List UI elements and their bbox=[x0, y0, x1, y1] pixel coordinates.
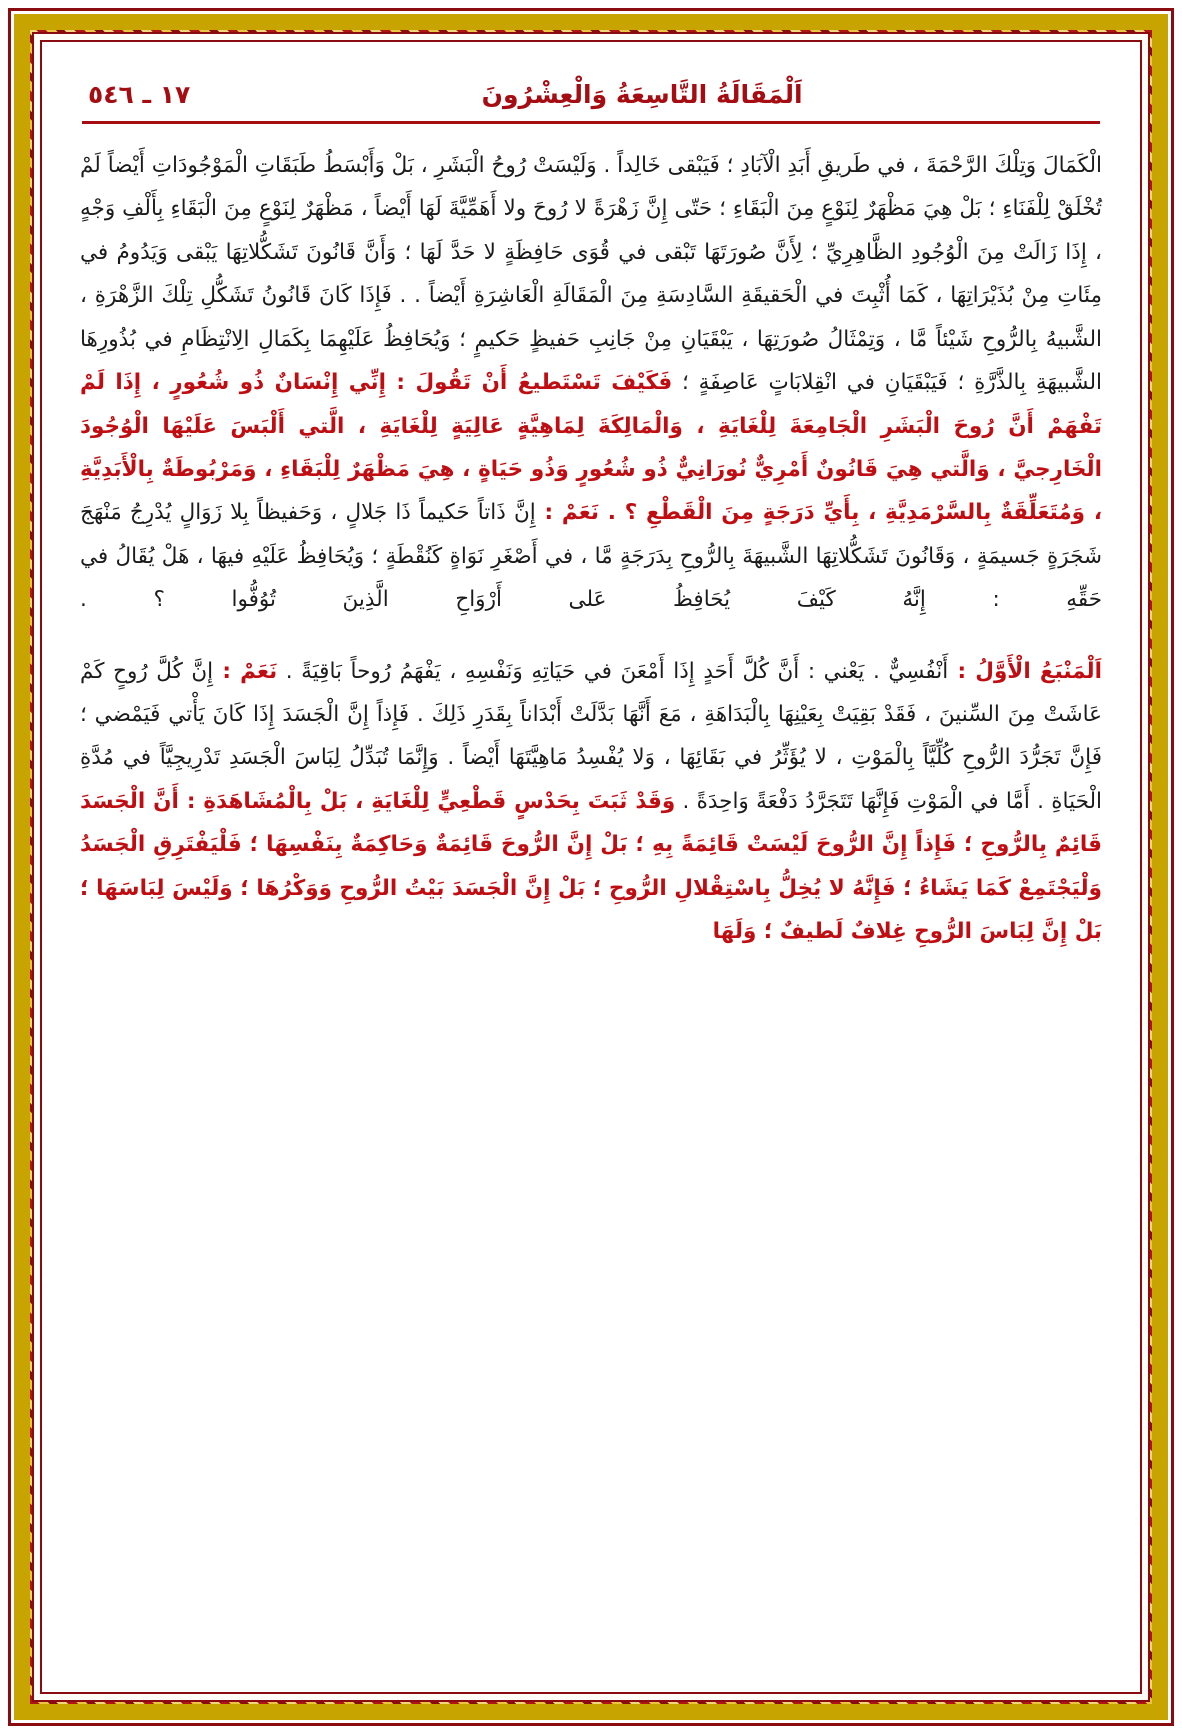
text-run: الْكَمَالَ وَتِلْكَ الرَّحْمَةَ ، في طَريقِ أَبَدِ الْآبَادِ ؛ فَيَبْقى خَالِداً . وَلَيْسَتْ رُوحُ الْبَشَرِ ، بَلْ وَأَبْسَطُ طَبَقَاتِ الْمَوْجُودَاتِ أَيْضاً لَمْ تُخْلَقْ لِلْفَنَاءِ ؛ بَلْ هِيَ مَظْهَرٌ لِنَوْعٍ مِنَ الْبَقَاءِ ؛ حَتّى إِنَّ زَهْرَةً لا رُوحَ ولا أَهَمِّيَّةَ لَهَا أَيْضاً ، مَظْهَرٌ لِنَوْعٍ مِنَ الْبَقَاءِ بِأَلْفِ وَجْهٍ ، إِذَا زَالَتْ مِنَ الْوُجُودِ الظَّاهِرِيِّ ؛ لِأَنَّ صُورَتَهَا تَبْقى في قُوَى حَافِظَةٍ لا حَدَّ لَهَا ؛ وَأَنَّ قَانُونَ تَشَكُّلاتِهَا يَبْقى وَيَدُومُ في مِئَاتِ مِنْ بُذَيْرَاتِهَا ، كَمَا أُثْبِتَ في الْحَقيقَةِ السَّادِسَةِ مِنَ الْمَقَالَةِ الْعَاشِرَةِ أَيْضاً . . فَإِذَا كَانَ قَانُونُ تَشَكُّلِ تِلْكَ الزَّهْرَةِ ، الشَّبيهُ بِالرُّوحِ شَيْئاً مَّا ، وَتِمْثَالُ صُورَتِهَا ، يَبْقَيَانِ مِنْ جَانِبِ حَفيظٍ حَكيمٍ ؛ وَيُحَافِظُ عَلَيْهِمَا بِكَمَالِ الِانْتِظَامِ في بُذُورِهَا الشَّبيهَةِ بِالذَّرَّةِ ؛ فَيَبْقَيَانِ في انْقِلابَاتٍ عَاصِفَةٍ ؛ bbox=[80, 153, 1102, 396]
page-content bbox=[56, 56, 1126, 1686]
text-run: إِنَّ كُلَّ رُوحٍ كَمْ عَاشَتْ مِنَ السِّنينَ ، فَقَدْ بَقِيَتْ بِعَيْنِهَا بِالْبَدَاهَةِ ، مَعَ أَنَّهَا بَدَّلَتْ أَبْدَاناً بِقَدَرِ ذَلِكَ . فَإِذاً إِنَّ الْجَسَدَ إِذَا كَانَ يَأْتي فَيَمْضي ؛ فَإِنَّ تَجَرُّدَ الرُّوحِ كُلِّيَّاً بِالْمَوْتِ ، لا يُؤَثِّرُ في بَقَائِهَا ، وَلا يُفْسِدُ مَاهِيَّتَهَا أَيْضاً . وَإِنَّمَا تُبَدِّلُ لِبَاسَ الْجَسَدِ تَدْرِيجِيَّاً في مُدَّةِ الْحَيَاةِ . أَمَّا في الْمَوْتِ فَإِنَّهَا تَتَجَرَّدُ دَفْعَةً وَاحِدَةً . bbox=[80, 658, 1102, 814]
paragraph-spacer bbox=[80, 628, 1102, 650]
text-run: أَنْفُسِيٌّ . يَعْني : أَنَّ كُلَّ أَحَدٍ إِذَا أَمْعَنَ في حَيَاتِهِ وَنَفْسِهِ ، يَفْهَمُ رُوحاً بَاقِيَةً . bbox=[277, 658, 949, 684]
text-run-emphasis: فَكَيْفَ تَسْتَطيعُ أَنْ تَقُولَ : إِنِّي إِنْسَانٌ ذُو شُعُورٍ ، إِذَا لَمْ تَفْهَمْ أَنَّ رُوحَ الْبَشَرِ الْجَامِعَةَ لِلْغَايَةِ ، وَالْمَالِكَةَ لِمَاهِيَّةٍ عَالِيَةٍ لِلْغَايَةِ ، الَّتي أَلْبَسَ عَلَيْهَا الْوُجُودَ الْخَارِجيَّ ، وَالَّتي هِيَ قَانُونٌ أَمْرِيٌّ نُورَانِيٌّ ذُو شُعُورٍ وَذُو حَيَاةٍ ، هِيَ مَظْهَرٌ لِلْبَقَاءِ ، وَمَرْبُوطَةٌ بِالْأَبَدِيَّةِ ، وَمُتَعَلِّقَةٌ بِالسَّرْمَدِيَّةِ ، بِأَيِّ دَرَجَةٍ مِنَ الْقَطْعِ ؟ . bbox=[80, 370, 1102, 526]
text-run-emphasis: اَلْمَنْبَعُ الْأَوَّلُ : bbox=[948, 658, 1102, 684]
paragraph-2 bbox=[80, 650, 1102, 954]
text-run-emphasis: وَقَدْ ثَبَتَ بِحَدْسٍ قَطْعِيٍّ لِلْغَايَةِ ، بَلْ بِالْمُشَاهَدَةِ : أَنَّ الْجَسَدَ قَائِمٌ بِالرُّوحِ ؛ فَإِذاً إِنَّ الرُّوحَ لَيْسَتْ قَائِمَةً بِهِ ؛ بَلْ إِنَّ الرُّوحَ قَائِمَةٌ وَحَاكِمَةٌ بِنَفْسِهَا ؛ فَلْيَفْتَرِقِ الْجَسَدُ وَلْيَجْتَمِعْ كَمَا يَشَاءُ ؛ فَإِنَّهُ لا يُخِلُّ بِاسْتِقْلالِ الرُّوحِ ؛ بَلْ إِنَّ الْجَسَدَ بَيْتُ الرُّوحِ وَوَكْرُهَا ؛ وَلَيْسَ لِبَاسَهَا ؛ بَلْ إِنَّ لِبَاسَ الرُّوحِ غِلافٌ لَطيفٌ ؛ وَلَهَا bbox=[80, 788, 1102, 945]
text-run: إِنَّ ذَاتاً حَكيماً ذَا جَلالٍ ، وَحَفيظاً بِلا زَوَالٍ يُدْرِجُ مَنْهَجَ شَجَرَةٍ جَسيمَةٍ ، وَقَانُونَ تَشَكُّلاتِهَا الشَّبيهَةَ بِالرُّوحِ بِدَرَجَةٍ مَّا ، في أَصْغَرِ نَوَاةٍ كَنُقْطَةٍ ؛ وَيُحَافِظُ عَلَيْهِ فيهَا ، هَلْ يُقَالُ في حَقِّهِ : إِنَّهُ كَيْفَ يُحَافِظُ عَلى أَرْوَاحِ الَّذِينَ تُوُفُّوا ؟ . bbox=[80, 500, 1102, 613]
text-run-emphasis: نَعَمْ : bbox=[213, 658, 278, 684]
page-title: اَلْمَقَالَةُ التَّاسِعَةُ وَالْعِشْرُونَ bbox=[481, 80, 803, 109]
page-number: ١٧ ـ ٥٤٦ bbox=[88, 80, 191, 109]
paragraph-1 bbox=[80, 144, 1102, 622]
header-divider bbox=[82, 121, 1100, 124]
page-header bbox=[74, 74, 1108, 111]
body-text bbox=[74, 144, 1108, 954]
text-run-emphasis: نَعَمْ : bbox=[535, 500, 599, 526]
